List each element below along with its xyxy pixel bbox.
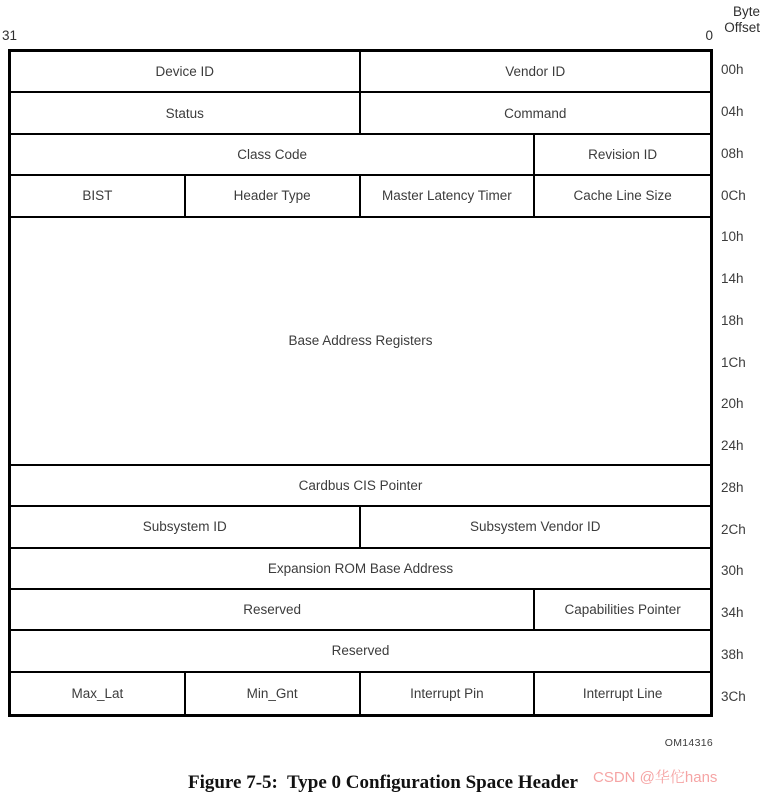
field-interrupt-line: Interrupt Line — [582, 685, 663, 701]
figure-reference-code: OM14316 — [664, 737, 713, 749]
watermark-text: CSDN @华佗hans — [593, 769, 718, 786]
field-command: Command — [361, 93, 711, 134]
field-revision-id: Revision ID — [535, 135, 710, 176]
byte-offset-label: 08h — [721, 145, 744, 161]
byte-offset-label: 34h — [721, 605, 744, 621]
byte-offset-label: 14h — [721, 271, 744, 287]
field-capabilities-pointer: Capabilities Pointer — [535, 590, 710, 631]
field-cache-line-size: Cache Line Size — [535, 176, 710, 217]
field-max-lat: Max_Lat — [11, 673, 186, 714]
field-expansion-rom-base-address: Expansion ROM Base Address — [11, 549, 710, 590]
byte-offset-header-line2: Offset — [724, 20, 760, 35]
byte-offset-label: 0Ch — [721, 187, 746, 203]
byte-offset-label: 30h — [721, 563, 744, 579]
field-subsystem-vendor-id: Subsystem Vendor ID — [361, 507, 711, 548]
byte-offset-label: 3Ch — [721, 688, 746, 704]
bit-label-31: 31 — [2, 28, 18, 43]
bit-label-0: 0 — [705, 28, 713, 43]
field-device-id: Device ID — [11, 52, 361, 93]
field-cardbus-cis-pointer: Cardbus CIS Pointer — [11, 466, 710, 507]
byte-offset-label: 24h — [721, 438, 744, 454]
field-class-code: Class Code — [11, 135, 535, 176]
field-bist: BIST — [11, 176, 186, 217]
config-space-table — [8, 49, 713, 717]
byte-offset-column — [721, 49, 765, 717]
field-master-latency-timer: Master Latency Timer — [361, 176, 536, 217]
byte-offset-label: 1Ch — [721, 354, 746, 370]
byte-offset-label: 18h — [721, 312, 744, 328]
field-status: Status — [11, 93, 361, 134]
byte-offset-label: 00h — [721, 62, 744, 78]
figure-caption: Figure 7-5: Type 0 Configuration Space Header — [187, 772, 578, 793]
field-base-address-registers: Base Address Registers — [11, 218, 710, 466]
byte-offset-label: 20h — [721, 396, 744, 412]
field-header-type: Header Type — [186, 176, 361, 217]
byte-offset-header — [724, 4, 760, 36]
byte-offset-label: 28h — [721, 479, 744, 495]
field-min-gnt: Min_Gnt — [186, 673, 361, 714]
field-vendor-id: Vendor ID — [361, 52, 711, 93]
field-reserved-38h: Reserved — [11, 631, 710, 672]
byte-offset-label: 04h — [721, 104, 744, 120]
byte-offset-label: 38h — [721, 646, 744, 662]
field-interrupt-pin: Interrupt Pin — [361, 673, 536, 714]
byte-offset-label: 10h — [721, 229, 744, 245]
field-subsystem-id: Subsystem ID — [11, 507, 361, 548]
field-reserved-34h: Reserved — [11, 590, 535, 631]
byte-offset-label: 2Ch — [721, 521, 746, 537]
byte-offset-header-line1: Byte — [732, 4, 760, 19]
